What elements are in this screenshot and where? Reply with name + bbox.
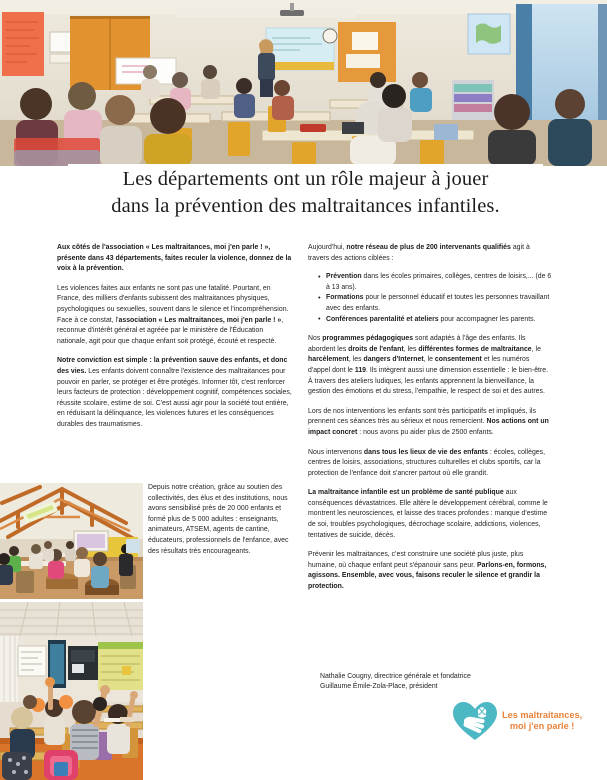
programs-bold-droits: droits de l'enfant bbox=[348, 345, 404, 353]
action-label-conferences: Conférences parentalité et ateliers bbox=[326, 315, 439, 323]
logo-line-1: Les maltraitances, bbox=[502, 710, 583, 720]
left-column bbox=[57, 243, 295, 440]
health-paragraph bbox=[308, 488, 552, 541]
actions-list bbox=[308, 272, 552, 325]
programs-bold-consentement: consentement bbox=[434, 356, 482, 364]
programs-g: et les numéros d'appel dont le bbox=[308, 356, 530, 374]
programs-bold-internet: dangers d'Internet bbox=[363, 356, 424, 364]
places-bold: dans tous les lieux de vie des enfants bbox=[363, 448, 488, 456]
action-label-formations: Formations bbox=[326, 294, 364, 302]
right-column bbox=[308, 243, 552, 602]
programs-bold-formes: différentes formes de maltraitance bbox=[418, 345, 532, 353]
conviction-paragraph bbox=[57, 356, 295, 430]
association-logo bbox=[452, 698, 600, 744]
conviction-bold: Notre conviction est simple : la prévention sauve des enfants, et donc des vies. bbox=[57, 357, 288, 375]
violence-paragraph bbox=[57, 284, 295, 348]
intro-bold-text: Aux côtés de l'association « Les maltraitances, moi j'en parle ! », présente dans 43 départements, faites reculer la violence, donnez de la voix à la prévention. bbox=[57, 244, 292, 273]
programs-bold-harcelement: harcèlement bbox=[308, 356, 349, 364]
signature-line-2: Guillaume Émile-Zola-Place, président bbox=[320, 683, 438, 691]
action-desc-prevention: dans les écoles primaires, collèges, centres de loisirs,... (de 6 à 13 ans). bbox=[326, 273, 552, 291]
creation-stats-block bbox=[148, 483, 295, 557]
programs-f: , le bbox=[423, 356, 435, 364]
title-line-1: Les départements ont un rôle majeur à jouer bbox=[122, 168, 489, 190]
action-label-prevention: Prévention bbox=[326, 273, 362, 281]
programs-e: , les bbox=[348, 356, 364, 364]
impact-b: : nous avons pu aider plus de 2500 enfants. bbox=[357, 428, 494, 436]
title-line-2: dans la prévention des maltraitances infantiles. bbox=[111, 195, 500, 217]
health-rest: aux conséquences dévastatrices. Elle altère le développement cérébral, comme le montrent les neurosciences, et laisse des traces profondes : manque d'estime de soi, troubles psychologiques, décrochage scolaire, addictions, violences, tentatives de suicide, décès. bbox=[308, 489, 548, 539]
programs-bold-pedagogiques: programmes pédagogiques bbox=[322, 335, 414, 343]
kids-photo-illustration bbox=[0, 602, 143, 780]
intro-paragraph bbox=[57, 243, 295, 275]
violence-text-a: Les violences faites aux enfants ne sont pas une fatalité. Pourtant, en France, des milliers d'enfants subissent des maltraitances physiques, psychologiques ou sexuelles, souvent dans le silence et l'incompréhension. Face à ce constat, l' bbox=[57, 284, 289, 324]
programs-c: , les bbox=[403, 345, 419, 353]
network-paragraph bbox=[308, 243, 552, 264]
children-classroom-photo bbox=[0, 602, 143, 780]
network-bold: notre réseau de plus de 200 intervenants qualifiés bbox=[346, 244, 511, 251]
conviction-rest: Les enfants doivent connaître l'existence des maltraitances pour pouvoir en parler, se protéger et être protégés. Informer tôt, c'est renforcer leurs facteurs de protection : développement cognitif, compétences sociales, réussite scolaire, estime de soi. C'est aussi agir pour la société tout entière, en réduisant la délinquance, les violences futures et les conséquences durables des traumatismes. bbox=[57, 367, 292, 428]
action-desc-formations: pour le personnel éducatif et toutes les personnes travaillant avec des enfants. bbox=[326, 294, 550, 312]
hero-photo-illustration bbox=[0, 0, 607, 166]
violence-text-b: , reconnue d'intérêt général et agréée par le ministère de l'Éducation nationale, agit pour que chaque enfant soit protégé, écouté et respecté. bbox=[57, 316, 284, 345]
impact-a: Lors de nos interventions les enfants sont très participatifs et impliqués, ils prennent ces séances très au sérieux et nous remercient. bbox=[308, 407, 536, 426]
hero-classroom-photo bbox=[0, 0, 607, 166]
programs-paragraph bbox=[308, 334, 552, 398]
closing-paragraph bbox=[308, 550, 552, 592]
health-bold: La maltraitance infantile est un problème de santé publique bbox=[308, 489, 504, 497]
logo-wordmark bbox=[502, 710, 582, 732]
impact-paragraph bbox=[308, 407, 552, 439]
closing-a: Prévenir les maltraitances, c'est construire une société plus juste, plus humaine, où chaque enfant peut s'épanouir sans peur. bbox=[308, 551, 524, 569]
signature-line-1: Nathalie Cougny, directrice générale et fondatrice bbox=[320, 673, 471, 680]
creation-stats-paragraph: Depuis notre création, grâce au soutien des collectivités, des élus et des institutions, nous avons sensibilisé près de 20 000 enfants et formé plus de 5 000 adultes : enseignants, animateurs, ATSEM, agents de cantine, éducateurs, professionnels de l'enfance, avec des résultats très encourageants. bbox=[148, 484, 289, 555]
hall-photo-illustration bbox=[0, 483, 143, 599]
places-b: : écoles, collèges, centres de loisirs, associations, structures culturelles et clubs sportifs, car la protection de l'enfance doit s'ancrer partout où elle grandit. bbox=[308, 448, 546, 477]
closing-bold: Parlons-en, formons, agissons. Ensemble, avec vous, faisons reculer le silence et grandir la protection. bbox=[308, 561, 547, 591]
places-a: Nous intervenons bbox=[308, 448, 364, 456]
logo-line-2: moi j'en parle ! bbox=[509, 721, 575, 731]
association-name-bold: association « Les maltraitances, moi j'en parle ! » bbox=[118, 316, 282, 324]
network-text-b: agit à travers des actions ciblées : bbox=[308, 244, 530, 262]
page-title bbox=[68, 164, 543, 222]
list-item-conferences bbox=[318, 315, 552, 326]
list-item-prevention bbox=[318, 272, 552, 293]
programs-a: Nos bbox=[308, 335, 323, 343]
list-item-formations bbox=[318, 293, 552, 314]
community-hall-photo bbox=[0, 483, 143, 599]
action-desc-conferences: pour accompagner les parents. bbox=[438, 315, 536, 323]
network-text-a: Aujourd'hui, bbox=[308, 244, 347, 251]
programs-b: sont adaptés à l'âge des enfants. Ils abordent les bbox=[308, 335, 526, 353]
programs-d: , le bbox=[531, 345, 541, 353]
signature-block bbox=[320, 672, 550, 692]
heart-hand-icon bbox=[452, 700, 498, 742]
programs-bold-119: 119 bbox=[354, 366, 367, 374]
impact-bold: Nos actions ont un impact concret bbox=[308, 418, 549, 436]
places-paragraph bbox=[308, 448, 552, 480]
programs-h: . Ils intègrent aussi une dimension essentielle : le bien-être. À travers des ateliers ludiques, les enfants apprennent la bienveillance, la gestion des émotions et du stress, l'empathie, le respect de soi et des autres. bbox=[308, 366, 549, 396]
